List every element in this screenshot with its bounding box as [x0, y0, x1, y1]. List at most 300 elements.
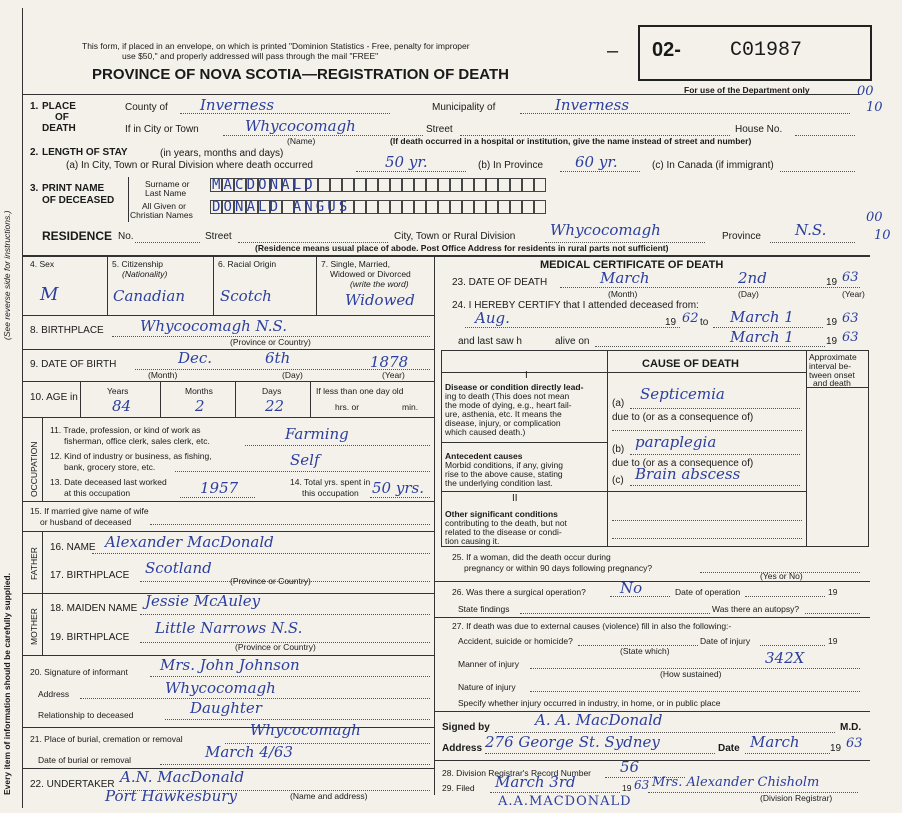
letter-box	[438, 178, 450, 192]
birthplace-label: 8. BIRTHPLACE	[30, 325, 104, 336]
from-year-prefix: 19	[665, 317, 677, 328]
dept-use-label: For use of the Department only	[684, 85, 810, 95]
manner-code: 342X	[765, 649, 805, 667]
medical-heading: MEDICAL CERTIFICATE OF DEATH	[540, 259, 724, 271]
residence-city-label: City, Town or Rural Division	[394, 231, 516, 242]
accident-label: Accident, suicide or homicide?	[458, 636, 573, 646]
rule	[441, 442, 608, 443]
rule	[22, 531, 434, 532]
county-label: County of	[125, 102, 168, 113]
vline	[160, 381, 161, 417]
registration-number: C01987	[730, 39, 803, 62]
surgical-value: No	[620, 579, 643, 597]
letter-box	[330, 178, 342, 192]
s3-label-b: OF DECEASED	[42, 195, 115, 206]
lastsaw-value: March 1	[730, 328, 794, 346]
vline	[80, 381, 81, 417]
letter-box	[342, 178, 354, 192]
dotline	[175, 471, 430, 472]
cause-a-value: Septicemia	[640, 385, 725, 403]
s3-num: 3.	[30, 183, 39, 194]
letter-box	[354, 178, 366, 192]
vline	[107, 255, 108, 315]
external-label: 27. If death was due to external causes (violence) fill in also the following:-	[452, 621, 732, 631]
days-value: 22	[265, 397, 285, 415]
division-label: 28. Division Registrar's Record Number	[442, 768, 592, 778]
s2c-label: (c) In Canada (if immigrant)	[652, 160, 774, 171]
vline	[213, 255, 214, 315]
racial-value: Scotch	[220, 287, 272, 305]
dob-month: Dec.	[178, 349, 213, 367]
due-to-a: due to (or as a consequence of)	[612, 412, 754, 423]
given-label-a: All Given or	[142, 201, 186, 211]
number-dash: –	[607, 40, 619, 62]
dob-label: 9. DATE OF BIRTH	[30, 359, 117, 370]
father-side-label: FATHER	[29, 547, 39, 580]
citizenship-value: Canadian	[113, 287, 186, 305]
s2b-label: (b) In Province	[478, 160, 544, 171]
lastworked-label-a: 13. Date deceased last worked	[50, 477, 167, 487]
residence-street-label: Street	[205, 231, 232, 242]
s2-num: 2.	[30, 147, 39, 158]
vline	[42, 417, 43, 501]
disease-label-b: ing to death (This does not mean	[445, 391, 570, 401]
registration-number-box	[638, 25, 872, 81]
burial-date-value: March 4/63	[205, 743, 293, 761]
letter-box	[414, 178, 426, 192]
letter-box	[378, 178, 390, 192]
cause-heading: CAUSE OF DEATH	[642, 358, 739, 370]
industry-label-a: 12. Kind of industry or business, as fishing,	[50, 451, 212, 461]
relationship-value: Daughter	[190, 699, 262, 717]
roman-one: I	[525, 370, 528, 381]
rule	[22, 727, 434, 728]
street-label: Street	[426, 124, 453, 135]
dotline	[490, 792, 620, 793]
dotline	[630, 454, 800, 455]
dept-code-2: 00	[866, 210, 883, 225]
dotline	[140, 614, 430, 615]
signature-address-label: Address	[442, 743, 483, 754]
racial-label: 6. Racial Origin	[218, 259, 277, 269]
totalyrs-label-b: this occupation	[302, 488, 359, 498]
mother-maiden-value: Jessie McAuley	[145, 592, 261, 610]
dotline	[150, 676, 430, 677]
relationship-label: Relationship to deceased	[38, 710, 134, 720]
marital-label-b: Widowed or Divorced	[330, 269, 411, 279]
marital-label-c: (write the word)	[350, 279, 409, 289]
dod-year-note: (Year)	[842, 289, 865, 299]
cause-c-prefix: (c)	[612, 475, 624, 486]
from-value: Aug.	[475, 309, 510, 327]
dod-month-note: (Month)	[608, 289, 638, 299]
header-notice-1: This form, if placed in an envelope, on which is printed "Dominion Statistics - Free, penalty for improper	[82, 41, 470, 51]
dotline	[560, 287, 860, 288]
antecedent-label-d: the underlying condition last.	[445, 478, 553, 488]
letter-box	[474, 200, 486, 214]
burial-value: Whycocomagh	[250, 721, 361, 739]
rule	[22, 315, 434, 316]
dotline	[630, 408, 800, 409]
dotline	[520, 613, 710, 614]
municipality-label: Municipality of	[432, 102, 496, 113]
rule	[22, 501, 434, 502]
certify-label: 24. I HEREBY CERTIFY that I attended deceased from:	[452, 300, 699, 311]
residence-no-label: No.	[118, 231, 134, 242]
disease-label-f: which caused death.)	[445, 427, 526, 437]
from-year: 62	[682, 311, 699, 326]
surgical-label: 26. Was there a surgical operation?	[452, 587, 586, 597]
letter-box	[390, 200, 402, 214]
cause-b-prefix: (b)	[612, 444, 625, 455]
dob-day: 6th	[265, 349, 291, 367]
dob-month-note: (Month)	[148, 370, 178, 380]
specify-label: Specify whether injury occurred in industry, in home, or in public place	[458, 698, 721, 708]
s1-label-b: OF	[55, 112, 69, 123]
antecedent-label-a: Antecedent causes	[445, 451, 523, 461]
rule	[434, 617, 870, 618]
interval-b: interval be-	[809, 361, 852, 371]
date-injury-prefix: 19	[828, 636, 838, 646]
letter-box	[462, 178, 474, 192]
printed-doctor-name: A.A.MACDONALD	[498, 794, 632, 809]
residence-city-value: Whycocomagh	[550, 221, 661, 239]
state-which-note: (State which)	[620, 646, 670, 656]
rule	[22, 417, 434, 418]
registrar-note: (Division Registrar)	[760, 793, 833, 803]
dotline	[745, 753, 830, 754]
md-label: M.D.	[840, 722, 862, 733]
letter-box	[462, 200, 474, 214]
undertaker-value-a: A.N. MacDonald	[120, 768, 245, 786]
signed-label: Signed by	[442, 722, 490, 733]
months-value: 2	[195, 397, 205, 415]
other-label-c: related to the disease or condi-	[445, 527, 562, 537]
form-title: PROVINCE OF NOVA SCOTIA—REGISTRATION OF DEATH	[92, 66, 509, 83]
vline	[128, 177, 129, 222]
trade-value: Farming	[285, 425, 349, 443]
filed-label: 29. Filed	[442, 783, 475, 793]
dotline	[560, 171, 640, 172]
registrar-value: Mrs. Alexander Chisholm	[652, 775, 820, 790]
dept-code-1b: 10	[866, 100, 883, 115]
informant-label: 20. Signature of informant	[30, 667, 128, 677]
rule	[434, 760, 870, 761]
mother-maiden-label: 18. MAIDEN NAME	[50, 603, 138, 614]
dotline	[780, 171, 855, 172]
address-value: Whycocomagh	[165, 679, 276, 697]
division-value: 56	[620, 758, 640, 776]
nature-label: Nature of injury	[458, 682, 516, 692]
other-label-d: tion causing it.	[445, 536, 500, 546]
mother-bp-note: (Province or Country)	[235, 642, 316, 652]
yes-no-note: (Yes or No)	[760, 571, 803, 581]
vline	[316, 255, 317, 315]
dod-year: 63	[842, 270, 859, 285]
undertaker-note: (Name and address)	[290, 791, 368, 801]
dotline	[370, 497, 430, 498]
dept-code-2b: 10	[874, 228, 891, 243]
cause-c-value: Brain abscess	[635, 465, 741, 483]
dotline	[612, 520, 802, 521]
number-prefix: 02-	[652, 39, 681, 61]
burial-date-label: Date of burial or removal	[38, 755, 132, 765]
disease-label-e: disease, injury, or complication	[445, 418, 561, 428]
letter-box	[498, 200, 510, 214]
woman-label-b: pregnancy or within 90 days following pregnancy?	[464, 563, 653, 573]
letter-box	[366, 178, 378, 192]
column-divider	[434, 255, 435, 795]
signature-date-label: Date	[718, 743, 740, 754]
dotline	[530, 691, 860, 692]
municipality-value: Inverness	[555, 96, 630, 114]
lastsaw-label: and last saw h	[458, 336, 522, 347]
dod-day: 2nd	[738, 269, 767, 287]
lastsaw-year: 63	[842, 330, 859, 345]
lt-day-label-c: min.	[402, 402, 419, 412]
header-notice-2: use $50," and properly addressed will pass through the mail "FREE"	[122, 51, 379, 61]
how-sustained-note: (How sustained)	[660, 669, 722, 679]
woman-label-a: 25. If a woman, did the death occur during	[452, 552, 611, 562]
residence-province-value: N.S.	[795, 221, 827, 239]
dob-day-note: (Day)	[282, 370, 303, 380]
mother-bp-label: 19. BIRTHPLACE	[50, 632, 130, 643]
wife-label-b: or husband of deceased	[40, 517, 132, 527]
letter-box	[474, 178, 486, 192]
letter-box	[510, 178, 522, 192]
interval-c: tween onset	[809, 370, 855, 380]
totalyrs-label-a: 14. Total yrs. spent in	[290, 477, 371, 487]
marital-value: Widowed	[345, 291, 415, 309]
surname-label-b: Last Name	[145, 188, 187, 198]
left-margin-note: Every item of information should be carefully supplied.	[2, 573, 12, 795]
letter-box	[486, 178, 498, 192]
county-value: Inverness	[200, 96, 275, 114]
signature-address-value: 276 George St. Sydney	[485, 733, 660, 751]
lt-day-label-a: If less than one day old	[316, 386, 404, 396]
rule	[22, 94, 860, 95]
years-value: 84	[112, 397, 132, 415]
dotline	[150, 524, 430, 525]
dotline	[612, 430, 802, 431]
dotline	[612, 538, 802, 539]
burial-label: 21. Place of burial, cremation or removal	[30, 734, 183, 744]
rule	[22, 255, 870, 257]
vline	[310, 381, 311, 417]
letter-box	[402, 200, 414, 214]
signature-year: 63	[846, 736, 863, 751]
letter-box	[450, 178, 462, 192]
signed-value: A. A. MacDonald	[535, 711, 663, 729]
disease-label-c: the mode of dying, e.g., heart fail-	[445, 400, 572, 410]
other-label-a: Other significant conditions	[445, 509, 558, 519]
residence-note: (Residence means usual place of abode. Post Office Address for residents in rural parts not sufficient)	[255, 243, 669, 253]
trade-label-a: 11. Trade, profession, or kind of work as	[50, 425, 201, 435]
date-injury-label: Date of injury	[700, 636, 751, 646]
s1-label-c: DEATH	[42, 123, 76, 134]
roman-two: II	[512, 493, 518, 504]
given-label-b: Christian Names	[130, 210, 193, 220]
letter-box	[426, 200, 438, 214]
s2b-value: 60 yr.	[575, 153, 618, 171]
undertaker-label: 22. UNDERTAKER	[30, 779, 115, 790]
antecedent-label-b: Morbid conditions, if any, giving	[445, 460, 563, 470]
residence-province-label: Province	[722, 231, 761, 242]
vline	[42, 593, 43, 655]
s2-label-note: (in years, months and days)	[160, 148, 284, 159]
due-to-b: due to (or as a consequence of)	[612, 458, 754, 469]
dotline	[165, 719, 430, 720]
lastsaw-year-prefix: 19	[826, 336, 838, 347]
state-findings: State findings	[458, 604, 510, 614]
cause-b-value: paraplegia	[635, 433, 717, 451]
manner-label: Manner of injury	[458, 659, 519, 669]
lastsaw-label-b: alive on	[555, 336, 590, 347]
city-name-note: (Name)	[287, 136, 316, 146]
dob-year-note: (Year)	[382, 370, 405, 380]
dotline	[795, 135, 855, 136]
s2a-label: (a) In City, Town or Rural Division where death occurred	[66, 160, 313, 171]
antecedent-label-c: rise to the above cause, stating	[445, 469, 563, 479]
letter-box	[402, 178, 414, 192]
cause-a-prefix: (a)	[612, 398, 625, 409]
dotline	[745, 596, 825, 597]
filed-value: March 3rd	[495, 773, 576, 791]
filed-year: 63	[634, 778, 650, 792]
trade-label-b: fisherman, office clerk, sales clerk, etc.	[64, 436, 210, 446]
other-label-b: contributing to the death, but not	[445, 518, 567, 528]
rule	[22, 349, 434, 350]
dotline	[595, 346, 825, 347]
years-label: Years	[107, 386, 129, 396]
filed-year-prefix: 19	[622, 783, 632, 793]
father-bp-label: 17. BIRTHPLACE	[50, 570, 130, 581]
dotline	[630, 485, 800, 486]
letter-box	[510, 200, 522, 214]
letter-box	[378, 200, 390, 214]
residence-label: RESIDENCE	[42, 229, 113, 243]
dob-year: 1878	[370, 353, 409, 371]
signature-year-prefix: 19	[830, 743, 842, 754]
letter-box	[426, 178, 438, 192]
letter-box	[534, 178, 546, 192]
letter-box	[438, 200, 450, 214]
letter-box	[534, 200, 546, 214]
dotline	[180, 497, 255, 498]
dotline	[92, 553, 430, 554]
given-value: DONALD ANGUS	[212, 199, 351, 215]
informant-value: Mrs. John Johnson	[160, 656, 300, 674]
autopsy-label: Was there an autopsy?	[712, 604, 800, 614]
s1-label-a: PLACE	[42, 101, 76, 112]
to-value: March 1	[730, 308, 794, 326]
letter-box	[450, 200, 462, 214]
vline	[235, 381, 236, 417]
interval-d: and death	[813, 378, 851, 388]
s2-label: LENGTH OF STAY	[42, 147, 128, 158]
form-left-border	[22, 8, 23, 808]
dotline	[356, 171, 466, 172]
surname-value: MACDONALD	[212, 177, 316, 193]
age-label: 10. AGE in	[30, 392, 78, 403]
hospital-note: (If death occurred in a hospital or institution, give the name instead of street and number)	[390, 136, 752, 146]
dotline	[160, 764, 430, 765]
interval-a: Approximate	[809, 352, 857, 362]
dept-code-1: 00	[857, 84, 874, 99]
city-value: Whycocomagh	[245, 117, 356, 135]
s2a-value: 50 yr.	[385, 153, 428, 171]
letter-box	[486, 200, 498, 214]
letter-box	[498, 178, 510, 192]
right-margin-note: (See reverse side for instructions.)	[2, 210, 12, 340]
letter-box	[414, 200, 426, 214]
signature-date-value: March	[750, 733, 800, 751]
sex-label: 4. Sex	[30, 259, 55, 269]
letter-box	[354, 200, 366, 214]
rule	[806, 387, 869, 388]
letter-box	[366, 200, 378, 214]
marital-label-a: 7. Single, Married,	[321, 259, 390, 269]
city-label: If in City or Town	[125, 124, 199, 135]
lt-day-label-b: hrs. or	[335, 402, 360, 412]
vline	[42, 531, 43, 593]
father-bp-note: (Province or Country)	[230, 576, 311, 586]
mother-side-label: MOTHER	[29, 608, 39, 645]
dotline	[760, 645, 825, 646]
dotline	[485, 753, 715, 754]
days-label: Days	[262, 386, 282, 396]
dotline	[245, 445, 430, 446]
dotline	[465, 327, 680, 328]
vline	[607, 350, 608, 547]
industry-label-b: bank, grocery store, etc.	[64, 462, 156, 472]
vline	[806, 350, 807, 547]
totalyrs-value: 50 yrs.	[372, 479, 424, 497]
dod-year-prefix: 19	[826, 277, 838, 288]
rule	[434, 581, 870, 582]
letter-box	[390, 178, 402, 192]
dod-month: March	[600, 269, 650, 287]
citizenship-label-b: (Nationality)	[122, 269, 168, 279]
to-year: 63	[842, 311, 859, 326]
address-label: Address	[38, 689, 70, 699]
lastworked-label-b: at this occupation	[64, 488, 131, 498]
s3-label-a: PRINT NAME	[42, 183, 105, 194]
to-label: to	[700, 317, 709, 328]
industry-value: Self	[290, 451, 320, 469]
citizenship-label-a: 5. Citizenship	[112, 259, 164, 269]
house-label: House No.	[735, 124, 783, 135]
wife-label-a: 15. If married give name of wife	[30, 506, 149, 516]
letter-box	[522, 200, 534, 214]
birthplace-note: (Province or Country)	[230, 337, 311, 347]
dod-day-note: (Day)	[738, 289, 759, 299]
letter-box	[318, 178, 330, 192]
surname-label-a: Surname or	[145, 179, 190, 189]
rule	[441, 372, 806, 373]
undertaker-value-b: Port Hawkesbury	[105, 787, 237, 805]
birthplace-value: Whycocomagh N.S.	[140, 317, 288, 335]
occupation-side-label: OCCUPATION	[29, 441, 39, 497]
father-name-label: 16. NAME	[50, 542, 96, 553]
rule	[22, 381, 434, 382]
disease-label-d: ure, asthenia, etc. It means the	[445, 409, 562, 419]
to-year-prefix: 19	[826, 317, 838, 328]
dotline	[805, 613, 860, 614]
s1-num: 1.	[30, 101, 39, 112]
disease-label-a: Disease or condition directly lead-	[445, 382, 584, 392]
letter-box	[522, 178, 534, 192]
